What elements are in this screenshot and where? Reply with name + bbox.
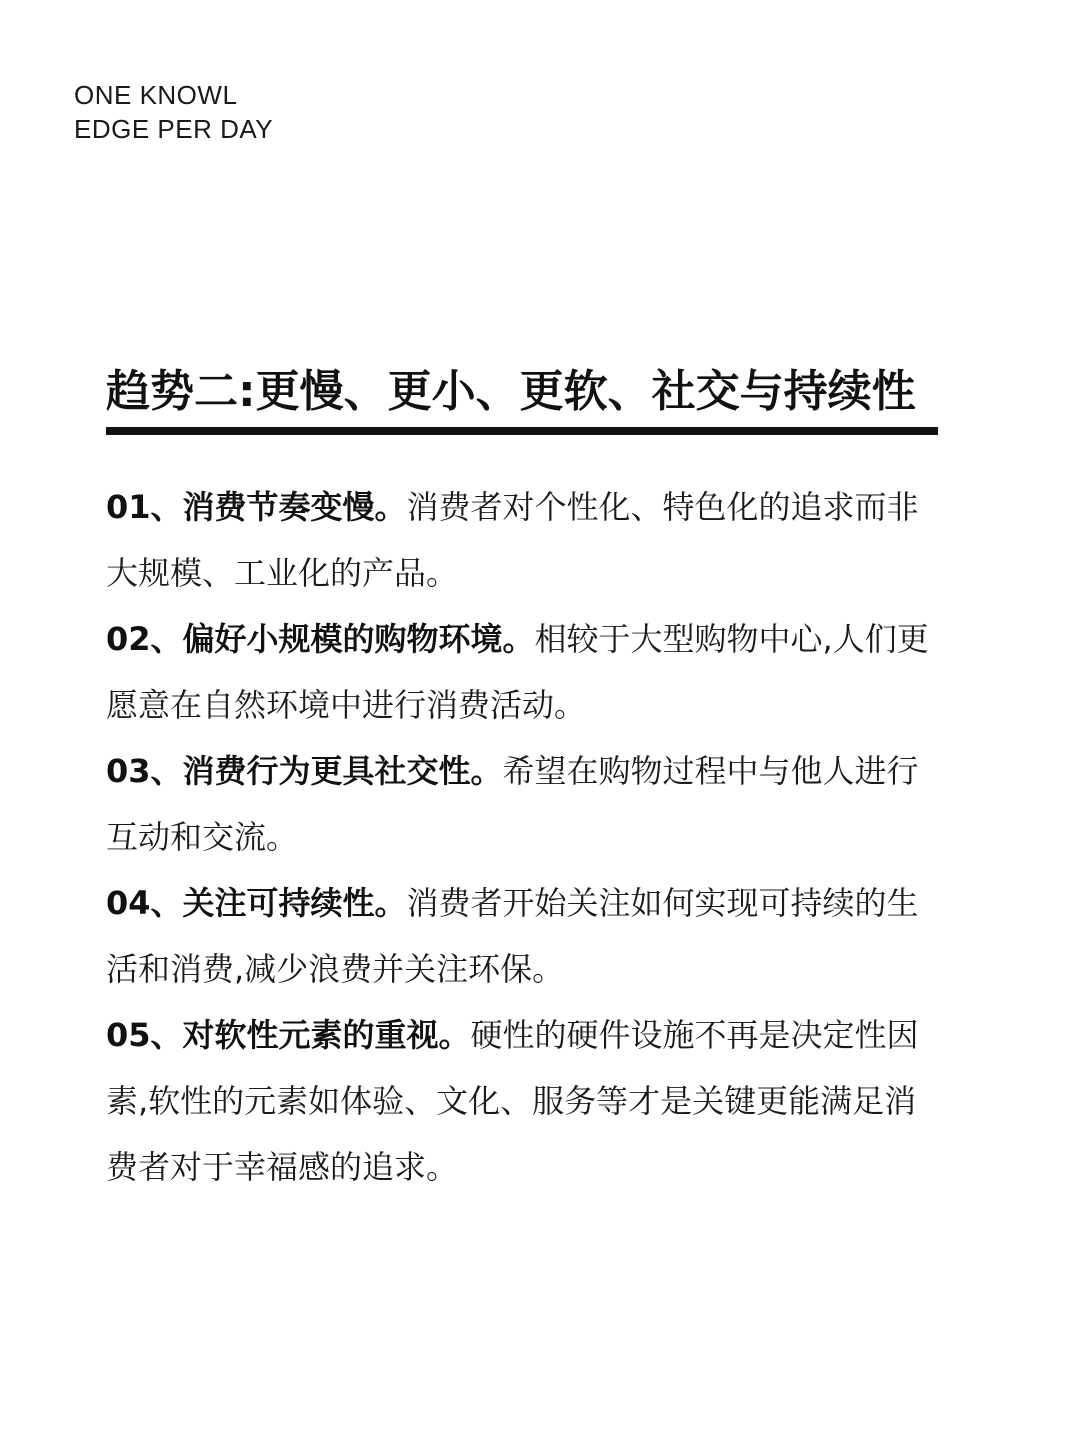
list-item-01 — [106, 474, 946, 606]
list-item-heading: 03、消费行为更具社交性。 — [106, 752, 503, 790]
list-item-text: 相较于大型购物中心,人们更愿意在自然环境中进行消费活动。 — [106, 620, 929, 724]
trend-list — [106, 474, 946, 1200]
brand-tagline-line-1: ONE KNOWL — [74, 80, 238, 110]
list-item-text: 消费者对个性化、特色化的追求而非大规模、工业化的产品。 — [106, 488, 919, 592]
list-item-text: 希望在购物过程中与他人进行互动和交流。 — [106, 752, 919, 856]
list-item-heading: 04、关注可持续性。 — [106, 884, 407, 922]
brand-tagline-line-2: EDGE PER DAY — [74, 114, 274, 144]
list-item-heading: 01、消费节奏变慢。 — [106, 488, 407, 526]
brand-tagline — [74, 78, 273, 146]
list-item-heading: 05、对软性元素的重视。 — [106, 1016, 471, 1054]
list-item-heading: 02、偏好小规模的购物环境。 — [106, 620, 535, 658]
list-item-02 — [106, 606, 946, 738]
list-item-04 — [106, 870, 946, 1002]
list-item-text: 硬性的硬件设施不再是决定性因素,软性的元素如体验、文化、服务等才是关键更能满足消费者对于幸福感的追求。 — [106, 1016, 919, 1186]
title-underline — [106, 427, 938, 435]
list-item-05 — [106, 1002, 946, 1200]
list-item-text: 消费者开始关注如何实现可持续的生活和消费,减少浪费并关注环保。 — [106, 884, 919, 988]
list-item-03 — [106, 738, 946, 870]
page-title: 趋势二:更慢、更小、更软、社交与持续性 — [106, 366, 916, 417]
